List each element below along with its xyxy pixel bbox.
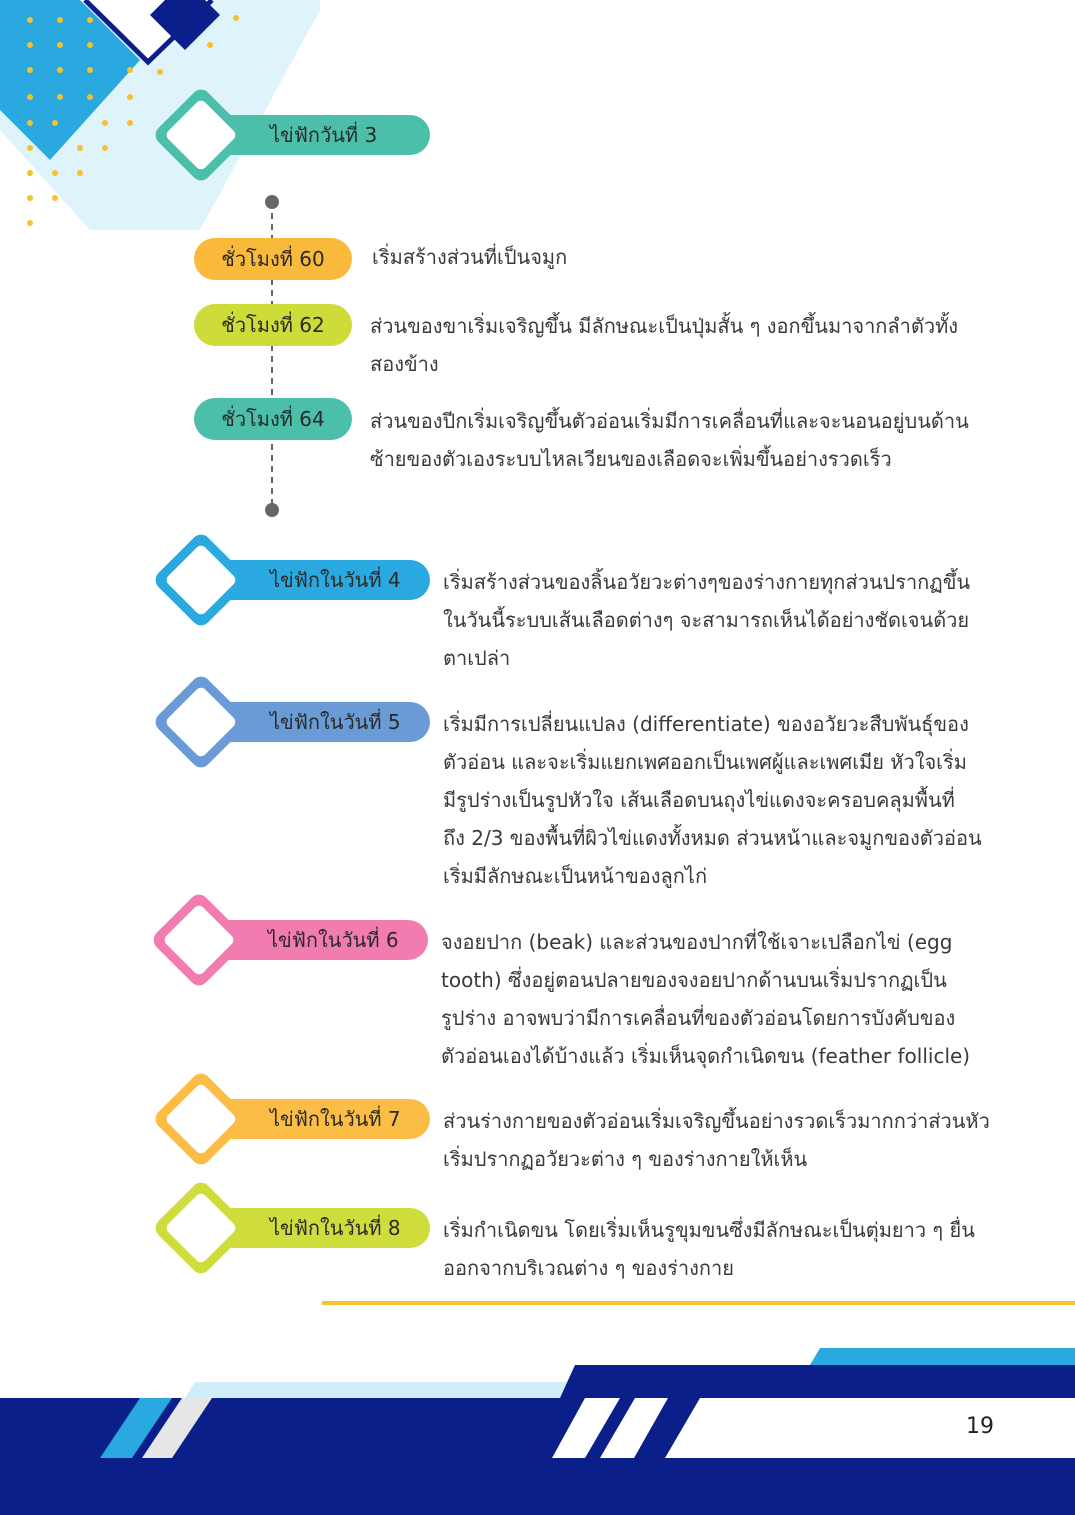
day7-text xyxy=(443,1102,990,1178)
text-line: ส่วนร่างกายของตัวอ่อนเริ่มเจริญขึ้นอย่างรวดเร็วมากกว่าส่วนหัว xyxy=(443,1109,990,1133)
text-line: ตาเปล่า xyxy=(443,646,511,670)
diamond-icon xyxy=(152,1179,252,1279)
diamond-icon xyxy=(152,86,252,186)
day6-text xyxy=(441,923,970,1075)
text-line: เริ่มสร้างส่วนที่เป็นจมูก xyxy=(372,245,568,269)
text-line: ส่วนของปีกเริ่มเจริญขึ้นตัวอ่อนเริ่มมีการเคลื่อนที่และจะนอนอยู่บนด้าน xyxy=(370,409,969,433)
text-line: จงอยปาก (beak) และส่วนของปากที่ใช้เจาะเปลือกไข่ (egg xyxy=(441,930,953,954)
hour-pill-64: ชั่วโมงที่ 64 xyxy=(194,398,352,440)
text-line: เริ่มปรากฏอวัยวะต่าง ๆ ของร่างกายให้เห็น xyxy=(443,1147,808,1171)
text-line: เริ่มมีลักษณะเป็นหน้าของลูกไก่ xyxy=(443,864,708,888)
day8-text xyxy=(443,1211,975,1287)
text-line: เริ่มมีการเปลี่ยนแปลง (differentiate) ของอวัยวะสืบพันธุ์ของ xyxy=(443,712,969,736)
text-line: ซ้ายของตัวเองระบบไหลเวียนของเลือดจะเพิ่มขึ้นอย่างรวดเร็ว xyxy=(370,447,892,471)
hour-60-text xyxy=(372,238,567,276)
text-line: รูปร่าง อาจพบว่ามีการเคลื่อนที่ของตัวอ่อนโดยการบังคับของ xyxy=(441,1006,956,1030)
hour-62-text xyxy=(370,307,958,383)
day8-title: ไข่ฟักในวันที่ 8 xyxy=(270,1216,401,1240)
day5-title: ไข่ฟักในวันที่ 5 xyxy=(270,710,401,734)
text-line: มีรูปร่างเป็นรูปหัวใจ เส้นเลือดบนถุงไข่แดงจะครอบคลุมพื้นที่ xyxy=(443,788,955,812)
text-line: ตัวอ่อน และจะเริ่มแยกเพศออกเป็นเพศผู้และเพศเมีย หัวใจเริ่ม xyxy=(443,750,967,774)
diamond-icon xyxy=(152,1070,252,1170)
text-line: เริ่มกำเนิดขน โดยเริ่มเห็นรูขุมขนซึ่งมีลักษณะเป็นตุ่มยาว ๆ ยื่น xyxy=(443,1218,975,1242)
gold-divider xyxy=(322,1301,1075,1305)
day4-text xyxy=(443,563,970,677)
text-line: ถึง 2/3 ของพื้นที่ผิวไข่แดงทั้งหมด ส่วนหน้าและจมูกของตัวอ่อน xyxy=(443,826,982,850)
hour-pill-60: ชั่วโมงที่ 60 xyxy=(194,238,352,280)
day7-title: ไข่ฟักในวันที่ 7 xyxy=(270,1107,401,1131)
text-line: ในวันนี้ระบบเส้นเลือดต่างๆ จะสามารถเห็นได้อย่างชัดเจนด้วย xyxy=(443,608,970,632)
hour-64-text xyxy=(370,402,969,478)
hour-pill-62: ชั่วโมงที่ 62 xyxy=(194,304,352,346)
page-number: 19 xyxy=(966,1414,994,1439)
diamond-icon xyxy=(152,673,252,773)
day6-title: ไข่ฟักในวันที่ 6 xyxy=(268,928,399,952)
day3-title: ไข่ฟักวันที่ 3 xyxy=(270,123,378,147)
day4-title: ไข่ฟักในวันที่ 4 xyxy=(270,568,401,592)
day5-text xyxy=(443,705,982,895)
diamond-icon xyxy=(152,531,252,631)
text-line: ตัวอ่อนเองได้บ้างแล้ว เริ่มเห็นจุดกำเนิดขน (feather follicle) xyxy=(441,1044,971,1068)
text-line: ออกจากบริเวณต่าง ๆ ของร่างกาย xyxy=(443,1256,734,1280)
text-line: tooth) ซึ่งอยู่ตอนปลายของจงอยปากด้านบนเริ่มปรากฏเป็น xyxy=(441,968,947,992)
text-line: เริ่มสร้างส่วนของลิ้นอวัยวะต่างๆของร่างกายทุกส่วนปรากฏขึ้น xyxy=(443,570,971,594)
diamond-icon xyxy=(150,891,250,991)
text-line: สองข้าง xyxy=(370,352,439,376)
footer-decoration xyxy=(0,1340,1075,1515)
text-line: ส่วนของขาเริ่มเจริญขึ้น มีลักษณะเป็นปุ่มสั้น ๆ งอกขึ้นมาจากลำตัวทั้ง xyxy=(370,314,959,338)
